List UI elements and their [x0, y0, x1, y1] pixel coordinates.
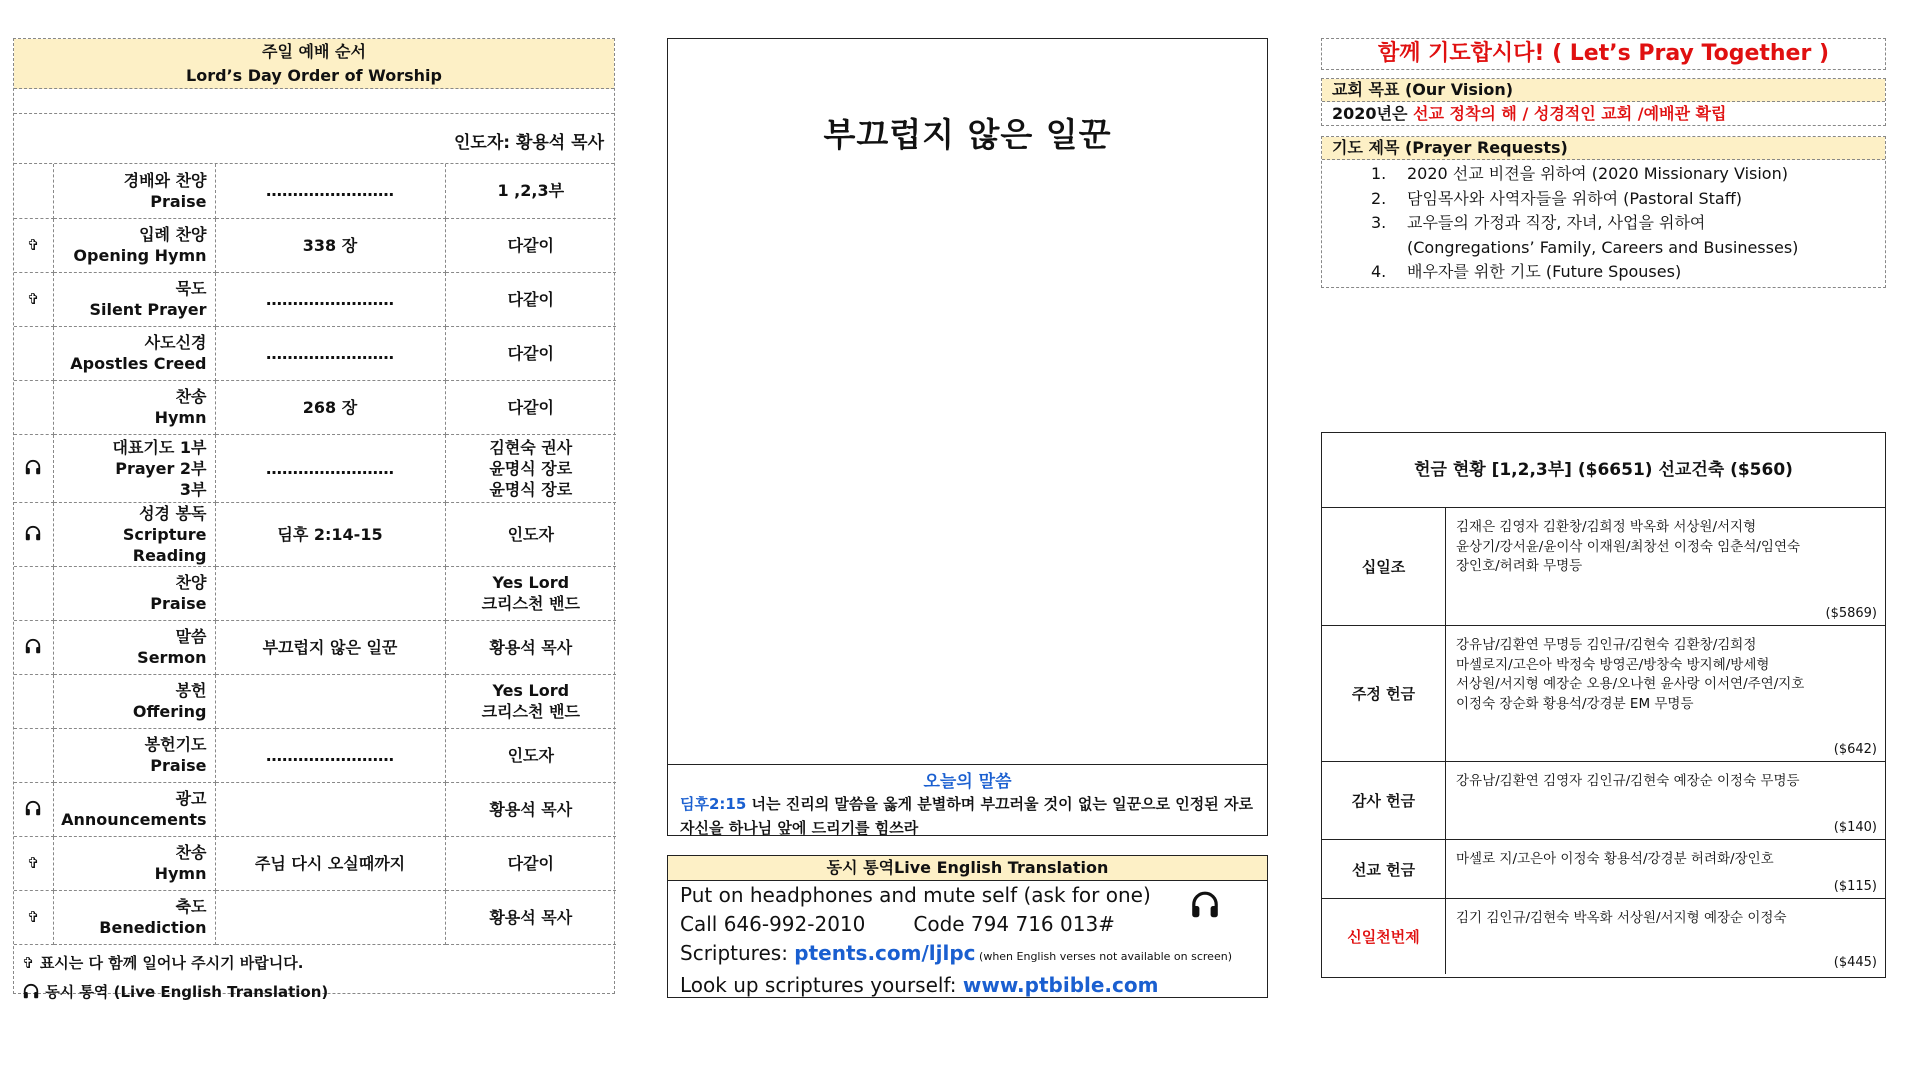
order-row-icon-cell	[14, 728, 53, 782]
order-row	[14, 502, 616, 566]
sermon-title: 부끄럽지 않은 일꾼	[823, 115, 1112, 154]
headset-icon	[1188, 890, 1222, 926]
order-item-name: 찬송 Hymn	[53, 380, 215, 434]
order-row	[14, 728, 616, 782]
scriptures-note: (when English verses not available on screen)	[975, 950, 1232, 963]
order-item-detail: ……………………	[215, 326, 445, 380]
request-number: 1.	[1371, 164, 1387, 183]
order-row-icon-cell	[14, 566, 53, 620]
order-of-worship	[13, 38, 615, 1001]
order-row	[14, 326, 616, 380]
stand-up-icon: ✞	[26, 235, 40, 254]
offering-body	[1446, 899, 1885, 974]
offering-row	[1322, 762, 1885, 840]
offering-row	[1322, 899, 1885, 974]
order-title-ko: 주일 예배 순서	[262, 42, 366, 61]
stand-up-icon: ✞	[26, 289, 40, 308]
order-item-detail	[215, 890, 445, 944]
vision-box	[1321, 78, 1886, 126]
order-header	[14, 39, 614, 89]
order-item-name: 축도 Benediction	[53, 890, 215, 944]
offering-amount: ($115)	[1833, 878, 1877, 894]
order-row-icon-cell	[14, 836, 53, 890]
order-item-detail	[215, 674, 445, 728]
order-row	[14, 890, 616, 944]
order-row	[14, 620, 616, 674]
order-row-icon-cell	[14, 620, 53, 674]
order-item-detail: 딤후 2:14-15	[215, 502, 445, 566]
prayer-requests-box	[1321, 136, 1886, 288]
order-row	[14, 674, 616, 728]
request-text: 담임목사와 사역자들을 위하여 (Pastoral Staff)	[1407, 188, 1742, 208]
prayer-request-item	[1371, 236, 1885, 261]
offering-body	[1446, 626, 1885, 761]
order-item-leader: 인도자	[445, 502, 616, 566]
live-translation-box	[667, 855, 1268, 998]
vision-line	[1322, 102, 1885, 126]
order-item-name: 말씀 Sermon	[53, 620, 215, 674]
request-number: 3.	[1371, 213, 1387, 232]
order-item-detail	[215, 566, 445, 620]
offering-label: 신일천번제	[1322, 899, 1446, 974]
translation-line-4	[668, 971, 1267, 1000]
lookup-label: Look up scriptures yourself:	[680, 973, 963, 997]
order-item-leader: 1 ,2,3부	[445, 164, 616, 218]
order-item-name: 대표기도 1부 Prayer 2부 3부	[53, 434, 215, 502]
headset-icon	[24, 525, 42, 543]
order-row-icon-cell	[14, 326, 53, 380]
order-item-leader: Yes Lord 크리스천 밴드	[445, 674, 616, 728]
todays-verse	[668, 764, 1267, 836]
offering-row	[1322, 626, 1885, 762]
order-item-leader: 황용석 목사	[445, 890, 616, 944]
request-text: 배우자를 위한 기도 (Future Spouses)	[1407, 262, 1682, 281]
prayer-request-item	[1371, 162, 1885, 187]
order-item-name: 성경 봉독 Scripture Reading	[53, 502, 215, 566]
verse-heading: 오늘의 말씀	[923, 772, 1012, 792]
offering-amount: ($642)	[1833, 741, 1877, 757]
order-item-detail	[215, 782, 445, 836]
offering-label: 주정 헌금	[1322, 626, 1446, 761]
ptbible-link[interactable]: www.ptbible.com	[962, 973, 1159, 997]
order-row	[14, 380, 616, 434]
order-row-icon-cell	[14, 380, 53, 434]
offering-names: 강유남/김환연 무명등 김인규/김현숙 김환창/김희정 마셀로지/고은아 박정숙 방영곤/방창숙 방지혜/방세형 서상원/서지형 예장순 오용/오나현 윤사랑 이서연/주연/지호 이정숙 장순화 황용석/강경분 EM 무명등	[1456, 637, 1805, 712]
order-item-detail: ……………………	[215, 434, 445, 502]
order-table	[14, 164, 616, 945]
stand-up-icon: ✞	[26, 853, 40, 872]
order-item-name: 봉헌 Offering	[53, 674, 215, 728]
headset-icon	[24, 638, 42, 656]
order-item-detail: ……………………	[215, 728, 445, 782]
requests-heading: 기도 제목 (Prayer Requests)	[1322, 137, 1885, 160]
pray-together-title: 함께 기도합시다! ( Let’s Pray Together )	[1321, 38, 1886, 70]
order-item-name: 찬양 Praise	[53, 566, 215, 620]
order-item-leader: 황용석 목사	[445, 620, 616, 674]
meeting-code: Code 794 716 013#	[913, 912, 1115, 936]
order-row-icon-cell	[14, 782, 53, 836]
note-stand	[22, 949, 606, 978]
order-spacer	[14, 89, 614, 114]
order-item-detail: 268 장	[215, 380, 445, 434]
offering-amount: ($5869)	[1825, 605, 1877, 621]
offering-amount: ($445)	[1833, 954, 1877, 970]
offering-report	[1321, 432, 1886, 978]
translation-heading: 동시 통역Live English Translation	[668, 856, 1267, 881]
order-row-icon-cell	[14, 434, 53, 502]
order-row-icon-cell	[14, 502, 53, 566]
order-row	[14, 434, 616, 502]
offering-names: 마셀로 지/고은아 이정숙 황용석/강경분 허려화/장인호	[1456, 851, 1774, 867]
order-item-leader: 다같이	[445, 836, 616, 890]
order-item-name: 봉헌기도 Praise	[53, 728, 215, 782]
order-row	[14, 164, 616, 218]
order-row	[14, 836, 616, 890]
headset-icon	[22, 983, 40, 1001]
headset-icon	[24, 459, 42, 477]
request-number: 4.	[1371, 262, 1387, 281]
request-text: 2020 선교 비젼을 위하여 (2020 Missionary Vision)	[1407, 164, 1788, 183]
offering-names: 김재은 김영자 김환창/김희정 박옥화 서상원/서지형 윤상기/강서윤/윤이삭 이재원/최창선 이정숙 임춘석/임연숙 장인호/허려화 무명등	[1456, 519, 1801, 574]
offering-body	[1446, 762, 1885, 839]
offering-label: 감사 헌금	[1322, 762, 1446, 839]
headset-icon	[24, 800, 42, 818]
prayer-request-item	[1371, 260, 1885, 285]
order-item-leader: 다같이	[445, 326, 616, 380]
call-number: Call 646-992-2010	[680, 912, 866, 936]
note-headset	[22, 978, 606, 1007]
request-text: (Congregations’ Family, Careers and Businesses)	[1407, 237, 1799, 257]
request-text: 교우들의 가정과 직장, 자녀, 사업을 위하여	[1407, 213, 1706, 232]
scriptures-label: Scriptures:	[680, 941, 795, 965]
order-row-icon-cell	[14, 890, 53, 944]
stand-up-icon: ✞	[22, 953, 35, 972]
prayer-requests-list	[1322, 162, 1885, 285]
offering-names: 강유남/김환연 김영자 김인규/김현숙 예장순 이정숙 무명등	[1456, 773, 1800, 789]
offering-names: 김기 김인규/김현숙 박옥화 서상원/서지형 예장순 이정숙	[1456, 910, 1787, 926]
prayer-request-item	[1371, 211, 1885, 236]
offering-body	[1446, 840, 1885, 898]
order-row-icon-cell	[14, 218, 53, 272]
verse-reference: 딤후2:15	[680, 795, 747, 813]
note-stand-text: 표시는 다 함께 일어나 주시기 바랍니다.	[39, 953, 304, 972]
order-row	[14, 566, 616, 620]
order-item-leader: 황용석 목사	[445, 782, 616, 836]
translation-line-2	[668, 910, 1267, 939]
order-item-name: 입례 찬양 Opening Hymn	[53, 218, 215, 272]
offering-amount: ($140)	[1833, 819, 1877, 835]
order-item-leader: 김현숙 권사 윤명식 장로 윤명식 장로	[445, 434, 616, 502]
stand-up-icon: ✞	[26, 907, 40, 926]
sermon-slide-box	[667, 38, 1268, 836]
order-item-detail: ……………………	[215, 272, 445, 326]
order-row-icon-cell	[14, 272, 53, 326]
verse-text	[668, 792, 1267, 840]
verse-body: 너는 진리의 말씀을 옳게 분별하며 부끄러울 것이 없는 일꾼으로 인정된 자로 자신을 하나님 앞에 드리기를 힘쓰라	[680, 795, 1253, 837]
order-row	[14, 218, 616, 272]
offering-heading: 헌금 현황 [1,2,3부] ($6651) 선교건축 ($560)	[1322, 433, 1885, 508]
order-item-leader: 다같이	[445, 380, 616, 434]
order-item-leader: 다같이	[445, 218, 616, 272]
order-row-icon-cell	[14, 164, 53, 218]
order-row	[14, 272, 616, 326]
offering-row	[1322, 508, 1885, 626]
order-item-leader: 인도자	[445, 728, 616, 782]
order-item-name: 찬송 Hymn	[53, 836, 215, 890]
order-item-name: 묵도 Silent Prayer	[53, 272, 215, 326]
offering-row	[1322, 840, 1885, 899]
order-item-name: 광고 Announcements	[53, 782, 215, 836]
order-row	[14, 782, 616, 836]
order-item-leader: 다같이	[445, 272, 616, 326]
note-headset-text: 동시 통역 (Live English Translation)	[45, 982, 329, 1001]
request-number: 2.	[1371, 188, 1387, 208]
scriptures-link[interactable]: ptents.com/ljlpc	[794, 941, 976, 965]
vision-goals: 선교 정착의 해 / 성경적인 교회 /예배관 확립	[1413, 104, 1727, 123]
order-item-name: 사도신경 Apostles Creed	[53, 326, 215, 380]
order-item-detail: 338 장	[215, 218, 445, 272]
offering-label: 선교 헌금	[1322, 840, 1446, 898]
order-item-name: 경배와 찬양 Praise	[53, 164, 215, 218]
prayer-request-item	[1371, 187, 1885, 212]
vision-year: 2020년은	[1332, 104, 1414, 123]
order-item-detail: 주님 다시 오실때까지	[215, 836, 445, 890]
order-item-detail: 부끄럽지 않은 일꾼	[215, 620, 445, 674]
order-notes	[14, 945, 614, 1011]
offering-body	[1446, 508, 1885, 625]
vision-heading: 교회 목표 (Our Vision)	[1322, 79, 1885, 102]
worship-leader: 인도자: 황용석 목사	[14, 114, 614, 164]
translation-line-3	[668, 939, 1267, 971]
order-item-detail: ……………………	[215, 164, 445, 218]
translation-line-1: Put on headphones and mute self (ask for one)	[680, 883, 1151, 907]
offering-rows	[1322, 508, 1885, 974]
order-item-leader: Yes Lord 크리스천 밴드	[445, 566, 616, 620]
offering-label: 십일조	[1322, 508, 1446, 625]
order-title-en: Lord’s Day Order of Worship	[186, 66, 442, 85]
order-row-icon-cell	[14, 674, 53, 728]
